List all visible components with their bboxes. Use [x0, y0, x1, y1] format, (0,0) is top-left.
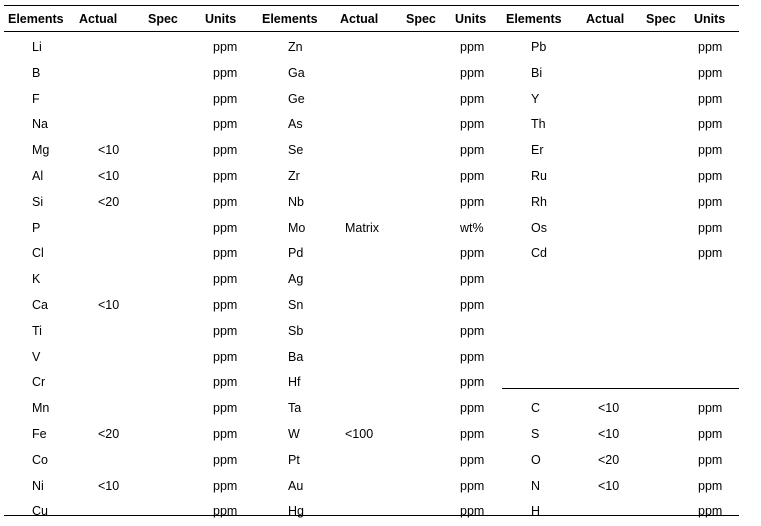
cell-units-1: ppm — [213, 349, 238, 364]
cell-units-2: ppm — [460, 401, 485, 416]
cell-elements-3: Th — [531, 117, 546, 132]
header-spec-1: Spec — [148, 12, 178, 26]
header-elements-2: Elements — [262, 12, 318, 26]
cell-units-2: ppm — [460, 40, 485, 54]
cell-actual-1: <10 — [98, 169, 120, 183]
cell-actual-1: <10 — [98, 143, 120, 158]
cell-elements-1: Co — [32, 452, 48, 467]
cell-units-3: ppm — [698, 117, 723, 132]
cell-elements-2: Se — [288, 143, 304, 158]
cell-units-1: ppm — [213, 272, 238, 287]
cell-elements-2: Hg — [288, 504, 304, 519]
cell-elements-1: Si — [32, 194, 44, 209]
cell-actual-3: <10 — [598, 478, 620, 493]
cell-elements-1: Ti — [32, 323, 42, 338]
cell-elements-1: P — [32, 220, 41, 235]
cell-elements-3: Ru — [531, 169, 547, 183]
cell-units-1: ppm — [213, 40, 238, 54]
cell-elements-3: S — [531, 427, 540, 441]
cell-elements-2: Zn — [288, 40, 303, 54]
cell-units-3: ppm — [698, 427, 723, 441]
cell-elements-3: N — [531, 478, 541, 493]
cell-actual-1: <20 — [98, 427, 120, 441]
cell-units-1: ppm — [213, 323, 238, 338]
cell-actual-2: <100 — [345, 427, 374, 441]
cell-units-1: ppm — [213, 504, 238, 519]
cell-units-2: ppm — [460, 452, 485, 467]
cell-elements-1: Mg — [32, 143, 50, 158]
cell-elements-1: Ca — [32, 298, 48, 312]
cell-units-1: ppm — [213, 298, 238, 312]
cell-units-3: ppm — [698, 220, 723, 235]
cell-units-3: ppm — [698, 169, 723, 183]
cell-elements-1: Na — [32, 117, 48, 132]
cell-elements-1: Cr — [32, 375, 46, 390]
cell-elements-2: As — [288, 117, 303, 132]
cell-elements-2: Pd — [288, 246, 304, 261]
cell-units-3: ppm — [698, 91, 723, 106]
cell-units-2: ppm — [460, 91, 485, 106]
cell-elements-3: Os — [531, 220, 547, 235]
cell-elements-2: W — [288, 427, 300, 441]
cell-elements-3: C — [531, 401, 541, 416]
cell-units-1: ppm — [213, 427, 238, 441]
cell-units-1: ppm — [213, 478, 238, 493]
cell-elements-2: Ba — [288, 349, 304, 364]
cell-elements-2: Pt — [288, 452, 300, 467]
cell-units-1: ppm — [213, 246, 238, 261]
cell-actual-3: <20 — [598, 452, 620, 467]
cell-units-3: ppm — [698, 65, 723, 80]
cell-units-2: ppm — [460, 427, 485, 441]
cell-units-2: ppm — [460, 117, 485, 132]
cell-elements-2: Mo — [288, 220, 306, 235]
header-actual-2: Actual — [340, 12, 379, 26]
cell-elements-2: Ag — [288, 272, 304, 287]
cell-actual-3: <10 — [598, 401, 620, 416]
cell-units-2: ppm — [460, 194, 485, 209]
cell-units-2: ppm — [460, 323, 485, 338]
cell-units-2: ppm — [460, 298, 485, 312]
group-separator-rule — [502, 388, 739, 389]
cell-elements-3: Y — [531, 91, 540, 106]
cell-elements-2: Sn — [288, 298, 304, 312]
cell-units-1: ppm — [213, 117, 238, 132]
cell-units-2: ppm — [460, 272, 485, 287]
cell-units-2: ppm — [460, 169, 485, 183]
cell-units-1: ppm — [213, 143, 238, 158]
cell-units-3: ppm — [698, 246, 723, 261]
cell-elements-1: V — [32, 349, 41, 364]
cell-elements-3: Cd — [531, 246, 547, 261]
header-units-2: Units — [455, 12, 487, 26]
header-elements-1: Elements — [8, 12, 64, 26]
cell-actual-3: <10 — [598, 427, 620, 441]
cell-units-3: ppm — [698, 401, 723, 416]
cell-elements-2: Ge — [288, 91, 305, 106]
cell-units-1: ppm — [213, 375, 238, 390]
cell-elements-3: O — [531, 452, 541, 467]
cell-elements-1: Ni — [32, 478, 44, 493]
cell-units-2: ppm — [460, 375, 485, 390]
cell-units-1: ppm — [213, 194, 238, 209]
cell-units-2: ppm — [460, 504, 485, 519]
cell-elements-2: Hf — [288, 375, 301, 390]
cell-elements-2: Nb — [288, 194, 304, 209]
header-actual-1: Actual — [79, 12, 118, 26]
cell-units-2: ppm — [460, 143, 485, 158]
cell-units-1: ppm — [213, 401, 238, 416]
cell-elements-3: Pb — [531, 40, 547, 54]
header-units-3: Units — [694, 12, 726, 26]
table-bottom-rule — [4, 515, 739, 516]
cell-elements-2: Ga — [288, 65, 305, 80]
header-elements-3: Elements — [506, 12, 562, 26]
cell-units-2: ppm — [460, 246, 485, 261]
header-spec-2: Spec — [406, 12, 436, 26]
cell-elements-2: Zr — [288, 169, 300, 183]
cell-elements-2: Au — [288, 478, 304, 493]
cell-units-1: ppm — [213, 452, 238, 467]
cell-actual-1: <10 — [98, 478, 120, 493]
cell-elements-2: Sb — [288, 323, 304, 338]
header-actual-3: Actual — [586, 12, 625, 26]
cell-units-2: ppm — [460, 478, 485, 493]
header-rule — [4, 31, 739, 32]
cell-elements-1: B — [32, 65, 41, 80]
cell-elements-1: F — [32, 91, 40, 106]
cell-elements-3: Bi — [531, 65, 543, 80]
cell-elements-1: K — [32, 272, 41, 287]
cell-actual-2: Matrix — [345, 220, 380, 235]
cell-actual-1: <10 — [98, 298, 120, 312]
cell-units-3: ppm — [698, 504, 723, 519]
cell-actual-1: <20 — [98, 194, 120, 209]
cell-units-1: ppm — [213, 91, 238, 106]
header-spec-3: Spec — [646, 12, 676, 26]
cell-elements-3: H — [531, 504, 541, 519]
cell-units-2: ppm — [460, 349, 485, 364]
cell-units-1: ppm — [213, 65, 238, 80]
cell-units-2: ppm — [460, 65, 485, 80]
cell-elements-1: Fe — [32, 427, 47, 441]
cell-elements-1: Li — [32, 40, 42, 54]
cell-elements-3: Rh — [531, 194, 547, 209]
cell-units-2: wt% — [460, 220, 484, 235]
header-units-1: Units — [205, 12, 237, 26]
cell-elements-2: Ta — [288, 401, 302, 416]
table-top-rule — [4, 5, 739, 6]
cell-units-3: ppm — [698, 194, 723, 209]
cell-units-3: ppm — [698, 478, 723, 493]
cell-elements-1: Mn — [32, 401, 50, 416]
cell-elements-3: Er — [531, 143, 544, 158]
cell-units-3: ppm — [698, 143, 723, 158]
cell-units-1: ppm — [213, 169, 238, 183]
cell-units-3: ppm — [698, 452, 723, 467]
cell-units-3: ppm — [698, 40, 723, 54]
cell-elements-1: Al — [32, 169, 44, 183]
cell-elements-1: Cl — [32, 246, 44, 261]
cell-elements-1: Cu — [32, 504, 48, 519]
cell-units-1: ppm — [213, 220, 238, 235]
